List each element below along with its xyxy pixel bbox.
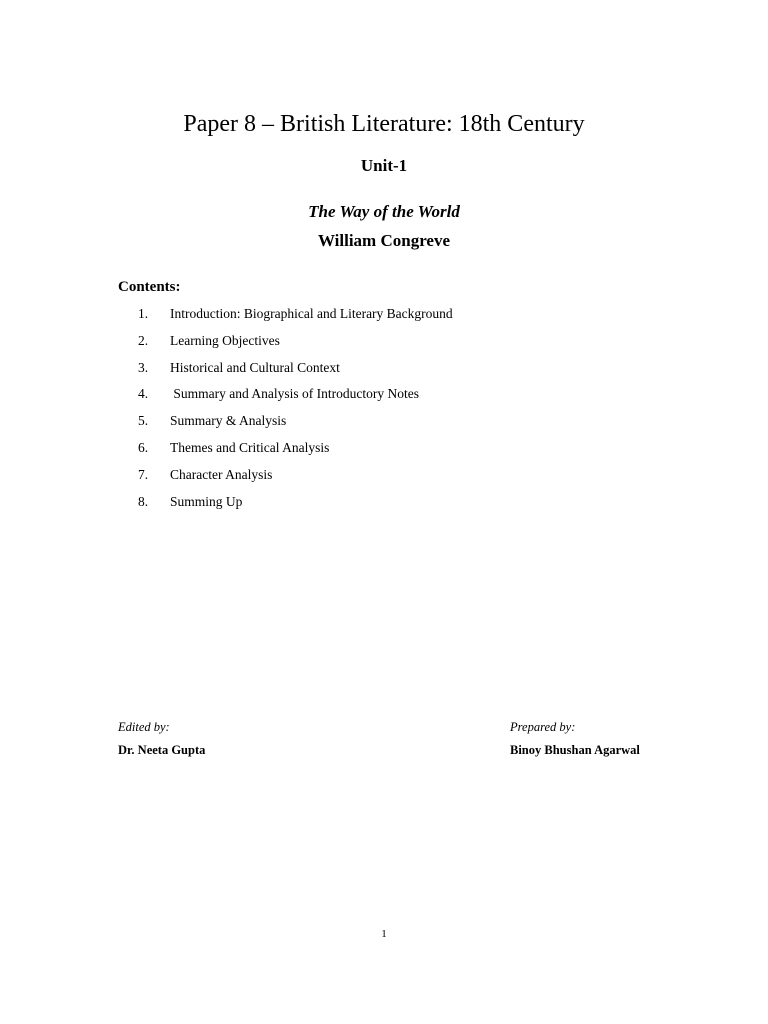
contents-heading: Contents:: [118, 279, 181, 295]
contents-item-text: Character Analysis: [170, 466, 273, 482]
contents-item: [0, 330, 768, 357]
prepared-by-label: Prepared by:: [510, 720, 576, 734]
contents-item-text: Learning Objectives: [170, 332, 280, 348]
contents-item-text: Introduction: Biographical and Literary Background: [170, 306, 453, 321]
contents-item: [0, 303, 768, 330]
paper-title: Paper 8 – British Literature: 18th Century: [183, 111, 585, 137]
contents-item-number: 8.: [138, 493, 149, 509]
contents-list: [0, 303, 768, 517]
edited-by-label: Edited by:: [118, 720, 170, 734]
page-number: 1: [381, 928, 387, 940]
contents-item-number: 7.: [138, 466, 149, 482]
contents-item-text: Summary & Analysis: [170, 413, 287, 429]
work-title: The Way of the World: [308, 202, 460, 221]
contents-item: [0, 357, 768, 384]
contents-item-text: Themes and Critical Analysis: [170, 439, 330, 455]
contents-item: [0, 491, 768, 518]
editor-name: Dr. Neeta Gupta: [118, 743, 206, 757]
contents-item-number: 3.: [138, 359, 149, 375]
contents-item-number: 2.: [138, 332, 149, 348]
contents-item-number: 1.: [138, 306, 149, 321]
contents-item: [0, 383, 768, 410]
contents-item-number: 6.: [138, 439, 149, 455]
contents-item-text: Historical and Cultural Context: [170, 359, 340, 375]
contents-item-number: 5.: [138, 413, 149, 429]
contents-item-number: 4.: [138, 386, 149, 402]
contents-item-text: Summary and Analysis of Introductory Notes: [170, 386, 419, 402]
author-name: William Congreve: [317, 231, 451, 250]
contents-item: [0, 437, 768, 464]
contents-item: [0, 464, 768, 491]
preparer-name: Binoy Bhushan Agarwal: [510, 743, 640, 757]
unit-heading: Unit-1: [360, 156, 408, 175]
contents-item: [0, 410, 768, 437]
contents-item-text: Summing Up: [170, 493, 243, 509]
